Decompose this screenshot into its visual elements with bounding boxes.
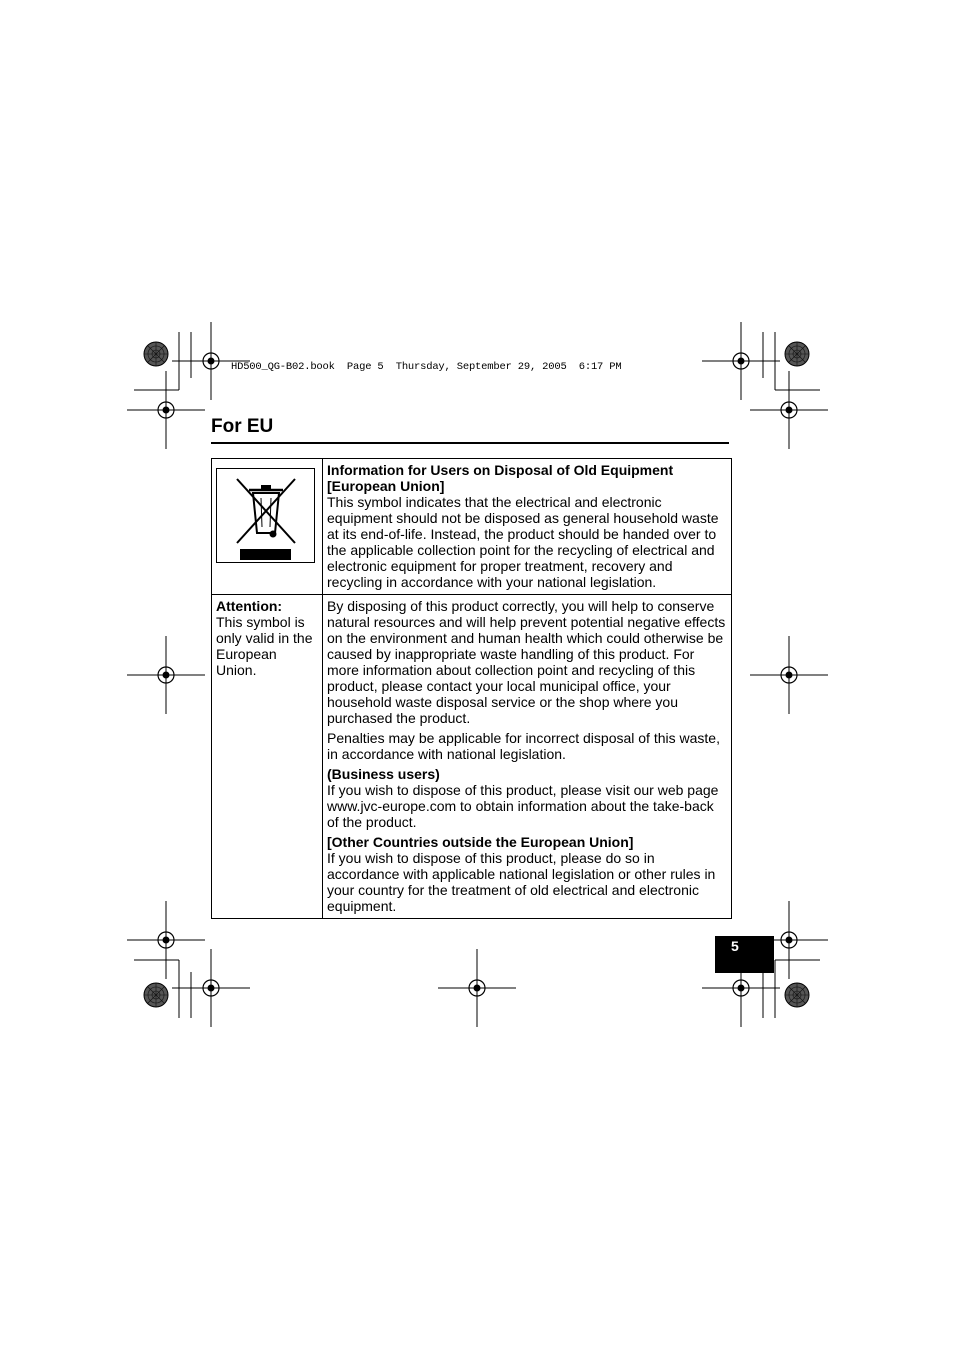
crossed-out-wheelie-bin-icon: [216, 468, 315, 563]
title-underline: [211, 442, 729, 444]
disposal-paragraph: By disposing of this product correctly, you will help to conserve natural resources and will help prevent potential negative effects on the environment and human health which could otherwise be caused by inappropriate waste handling of this product. For more information about collection point and recycling of this product, please contact your local municipal office, your household waste disposal service or the shop where you purchased the product.: [327, 598, 726, 726]
penalties-paragraph: Penalties may be applicable for incorrect disposal of this waste, in accordance with national legislation.: [327, 730, 720, 762]
page-title: For EU: [211, 416, 274, 437]
attention-cell: [212, 595, 323, 919]
details-cell: [323, 595, 732, 919]
table-row: [212, 459, 732, 595]
business-users-heading: (Business users): [327, 766, 440, 782]
eu-heading: [European Union]: [327, 478, 445, 494]
table-row: [212, 595, 732, 919]
other-countries-heading: [Other Countries outside the European Union]: [327, 834, 634, 850]
print-header: HD500_QG-B02.book Page 5 Thursday, September 29, 2005 6:17 PM: [231, 361, 622, 373]
disposal-info-table: [211, 458, 732, 919]
attention-label: Attention:: [216, 598, 283, 614]
attention-text: This symbol is only valid in the European Union.: [216, 614, 313, 678]
disposal-heading: Information for Users on Disposal of Old Equipment: [327, 462, 674, 478]
info-cell: [323, 459, 732, 595]
symbol-cell: [212, 459, 323, 595]
page-number: 5: [731, 938, 739, 954]
other-countries-text: If you wish to dispose of this product, please do so in accordance with applicable national legislation or other rules in your country for the treatment of old electrical and electronic equipment.: [327, 850, 716, 914]
business-users-text: If you wish to dispose of this product, please visit our web page www.jvc-europe.com to obtain information about the take-back of the product.: [327, 782, 719, 830]
symbol-description: This symbol indicates that the electrical and electronic equipment should not be disposed as general household waste at its end-of-life. Instead, the product should be handed over to the applicable collection point for the recycling of electrical and electronic equipment for proper treatment, recovery and recycling in accordance with your national legislation.: [327, 494, 719, 590]
page-number-tab: [715, 936, 774, 973]
